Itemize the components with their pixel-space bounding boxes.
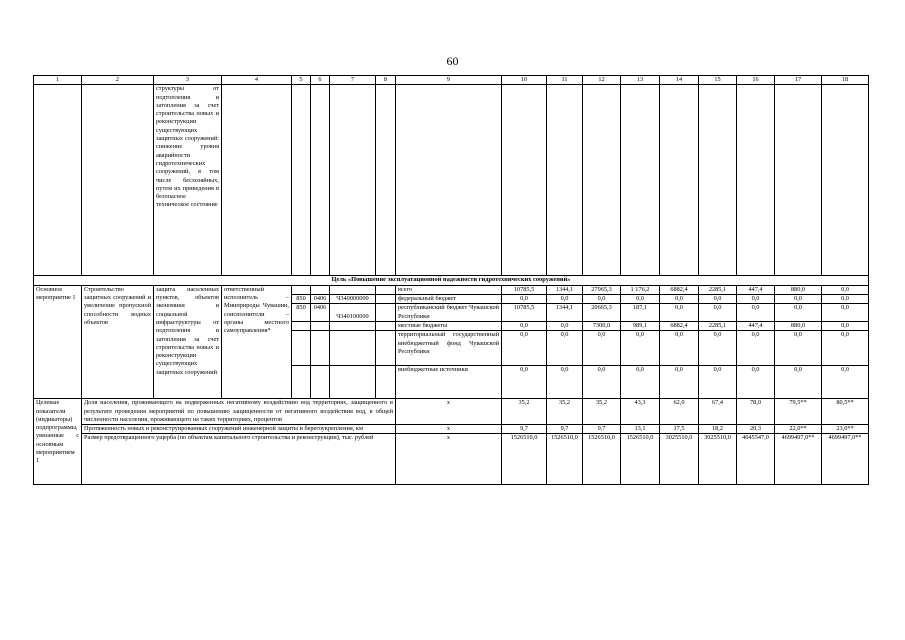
column-number-1: 1 — [34, 76, 82, 85]
funding-value: 0,0 — [621, 331, 660, 366]
budget-code — [311, 285, 330, 294]
funding-value: 447,4 — [737, 285, 775, 294]
empty-cell — [775, 85, 822, 276]
funding-value: 10785,5 — [502, 304, 547, 322]
column-number-12: 12 — [583, 76, 621, 85]
budget-code: 0406 — [311, 295, 330, 304]
indicator-value: 20,3 — [737, 425, 775, 434]
continuation-text: структуры от подтопления и затопления за счет строительства новых и реконструкции существующих защитных сооружений: снижение уровня аварийности гидротехнических сооружений, в том числе бесхозяйных, путем их приведения в безопасное техническое состояние — [154, 85, 222, 276]
event-goal: защита населенных пунктов, объектов экономики и социальной инфраструктуры от подтопления и затопления за счет строительства новых и реконструкции существующих защитных сооружений — [154, 285, 222, 398]
indicator-value: 9,7 — [547, 425, 583, 434]
column-number-3: 3 — [154, 76, 222, 85]
goal-row — [34, 276, 869, 285]
funding-value: 0,0 — [621, 366, 660, 399]
indicator-value: 4645547,0 — [737, 434, 775, 485]
funding-value: 0,0 — [737, 304, 775, 322]
budget-code: Ч340000000 — [330, 295, 376, 304]
funding-value: 0,0 — [660, 366, 699, 399]
funding-value: 0,0 — [822, 321, 869, 330]
indicator-value: 4699497,0** — [775, 434, 822, 485]
funding-value: 880,0 — [775, 321, 822, 330]
column-number-18: 18 — [822, 76, 869, 85]
empty-cell — [502, 85, 547, 276]
funding-value: 0,0 — [822, 331, 869, 366]
funding-value: 0,0 — [775, 366, 822, 399]
indicator-value: 80,5** — [822, 399, 869, 425]
indicator-text: Протяженность новых и реконструированных сооружений инженерной защиты и берегоукрепления, км — [82, 425, 396, 434]
funding-value: 0,0 — [583, 295, 621, 304]
indicator-row — [34, 434, 869, 485]
funding-value: 1344,1 — [547, 285, 583, 294]
budget-code — [292, 321, 311, 330]
goal-title: Цель «Повышение эксплуатационной надежности гидротехнических сооружений» — [34, 276, 869, 285]
funding-source: местные бюджеты — [396, 321, 502, 330]
budget-code: 850 — [292, 304, 311, 322]
funding-value: 1344,1 — [547, 304, 583, 322]
empty-cell — [82, 85, 154, 276]
funding-value: 447,4 — [737, 321, 775, 330]
funding-value: 0,0 — [502, 331, 547, 366]
budget-code — [311, 366, 330, 399]
budget-code: 0406 — [311, 304, 330, 322]
budget-code — [311, 321, 330, 330]
event-name: Строительство защитных сооружений и увеличение пропускной способности водных объектов — [82, 285, 154, 398]
indicator-value: 9,7 — [583, 425, 621, 434]
column-number-16: 16 — [737, 76, 775, 85]
funding-value: 6882,4 — [660, 285, 699, 294]
funding-value: 0,0 — [502, 321, 547, 330]
funding-value: 0,0 — [775, 295, 822, 304]
funding-value: 1 176,2 — [621, 285, 660, 294]
budget-code — [311, 331, 330, 366]
indicator-value: 22,0** — [775, 425, 822, 434]
indicator-value: 9,7 — [502, 425, 547, 434]
empty-cell — [396, 85, 502, 276]
funding-value: 0,0 — [822, 285, 869, 294]
indicators-label: Целевые показатели (индикаторы) подпрограммы, увязанные с основным мероприятием 1 — [34, 399, 82, 485]
column-number-6: 6 — [311, 76, 330, 85]
column-number-17: 17 — [775, 76, 822, 85]
indicator-value: 1526510,0 — [502, 434, 547, 485]
indicator-x: x — [396, 399, 502, 425]
empty-cell — [621, 85, 660, 276]
budget-code — [376, 304, 396, 322]
funding-value: 2285,1 — [699, 321, 737, 330]
column-number-4: 4 — [222, 76, 292, 85]
budget-code — [376, 366, 396, 399]
funding-value: 0,0 — [699, 304, 737, 322]
funding-value: 0,0 — [775, 331, 822, 366]
event-executors: ответственный исполнитель – Минприроды Чувашии, соисполнители – органы местного самоуправления* — [222, 285, 292, 398]
empty-cell — [34, 85, 82, 276]
funding-value: 0,0 — [621, 295, 660, 304]
funding-value: 2285,1 — [699, 285, 737, 294]
budget-code — [330, 321, 376, 330]
indicator-value: 18,2 — [699, 425, 737, 434]
funding-value: 0,0 — [547, 321, 583, 330]
column-number-8: 8 — [376, 76, 396, 85]
indicator-value: 35,2 — [583, 399, 621, 425]
funding-value: 0,0 — [699, 331, 737, 366]
column-number-11: 11 — [547, 76, 583, 85]
empty-cell — [660, 85, 699, 276]
empty-cell — [699, 85, 737, 276]
indicator-value: 1526510,0 — [547, 434, 583, 485]
funding-value: 0,0 — [547, 366, 583, 399]
funding-value: 0,0 — [502, 366, 547, 399]
budget-code — [376, 331, 396, 366]
funding-value: 0,0 — [660, 331, 699, 366]
column-number-14: 14 — [660, 76, 699, 85]
funding-value: 0,0 — [822, 366, 869, 399]
budget-code — [376, 321, 396, 330]
indicator-value: 35,2 — [547, 399, 583, 425]
column-number-10: 10 — [502, 76, 547, 85]
funding-value: 0,0 — [502, 295, 547, 304]
funding-value: 0,0 — [699, 295, 737, 304]
funding-source: внебюджетные источники — [396, 366, 502, 399]
empty-cell — [583, 85, 621, 276]
budget-code — [330, 285, 376, 294]
budget-code — [376, 285, 396, 294]
indicator-value: 62,0 — [660, 399, 699, 425]
funding-value: 20665,3 — [583, 304, 621, 322]
funding-value: 0,0 — [737, 295, 775, 304]
funding-value: 0,0 — [822, 295, 869, 304]
indicator-value: 1526510,0 — [621, 434, 660, 485]
funding-value: 10785,5 — [502, 285, 547, 294]
event-row — [34, 285, 869, 294]
indicator-x: x — [396, 425, 502, 434]
funding-value: 880,0 — [775, 285, 822, 294]
indicator-value: 79,5** — [775, 399, 822, 425]
funding-value: 187,1 — [621, 304, 660, 322]
empty-cell — [311, 85, 330, 276]
column-number-9: 9 — [396, 76, 502, 85]
funding-value: 6882,4 — [660, 321, 699, 330]
empty-cell — [737, 85, 775, 276]
continuation-row — [34, 85, 869, 276]
indicator-value: 35,2 — [502, 399, 547, 425]
header-row — [34, 76, 869, 85]
indicator-value: 1526510,0 — [583, 434, 621, 485]
empty-cell — [822, 85, 869, 276]
empty-cell — [292, 85, 311, 276]
column-number-2: 2 — [82, 76, 154, 85]
funding-value: 0,0 — [547, 331, 583, 366]
funding-value: 0,0 — [660, 295, 699, 304]
empty-cell — [547, 85, 583, 276]
indicator-value: 17,5 — [660, 425, 699, 434]
funding-value: 0,0 — [699, 366, 737, 399]
indicator-value: 3025510,0 — [660, 434, 699, 485]
indicator-value: 3025510,0 — [699, 434, 737, 485]
funding-value: 0,0 — [822, 304, 869, 322]
event-label: Основное мероприятие 1 — [34, 285, 82, 398]
column-number-13: 13 — [621, 76, 660, 85]
funding-value: 27965,3 — [583, 285, 621, 294]
indicator-row — [34, 425, 869, 434]
budget-code: Ч340100000 — [330, 304, 376, 322]
funding-value: 7300,0 — [583, 321, 621, 330]
budget-code — [292, 331, 311, 366]
funding-value: 0,0 — [737, 366, 775, 399]
column-number-15: 15 — [699, 76, 737, 85]
funding-value: 0,0 — [583, 366, 621, 399]
budget-code — [292, 285, 311, 294]
funding-source: федеральный бюджет — [396, 295, 502, 304]
indicator-value: 67,4 — [699, 399, 737, 425]
funding-value: 0,0 — [583, 331, 621, 366]
funding-source: всего — [396, 285, 502, 294]
empty-cell — [222, 85, 292, 276]
indicator-x: x — [396, 434, 502, 485]
indicator-text: Размер предотвращенного ущерба (по объектам капитального строительства и реконструкции), тыс. рублей — [82, 434, 396, 485]
funding-value: 0,0 — [660, 304, 699, 322]
indicator-value: 23,0** — [822, 425, 869, 434]
budget-code — [330, 366, 376, 399]
budget-code — [376, 295, 396, 304]
budget-table — [33, 75, 869, 485]
indicator-text: Доля населения, проживающего на подверженных негативному воздействию вод территориях, защищенного в результате проведения мероприятий по повышению защищенности от негативного воздействия вод, в общей численности населения, проживающего на таких территориях, процентов — [82, 399, 396, 425]
column-number-7: 7 — [330, 76, 376, 85]
empty-cell — [376, 85, 396, 276]
indicator-value: 43,3 — [621, 399, 660, 425]
indicator-value: 78,0 — [737, 399, 775, 425]
budget-code — [330, 331, 376, 366]
indicator-value: 13,1 — [621, 425, 660, 434]
page-number: 60 — [446, 54, 459, 68]
funding-source: республиканский бюджет Чувашской Республики — [396, 304, 502, 322]
indicator-row — [34, 399, 869, 425]
budget-code — [292, 366, 311, 399]
funding-value: 0,0 — [547, 295, 583, 304]
funding-source: территориальный государственный внебюджетный фонд Чувашской Республики — [396, 331, 502, 366]
funding-value: 0,0 — [775, 304, 822, 322]
indicator-value: 4699497,0** — [822, 434, 869, 485]
column-number-5: 5 — [292, 76, 311, 85]
funding-value: 0,0 — [737, 331, 775, 366]
funding-value: 989,1 — [621, 321, 660, 330]
budget-code: 850 — [292, 295, 311, 304]
empty-cell — [330, 85, 376, 276]
